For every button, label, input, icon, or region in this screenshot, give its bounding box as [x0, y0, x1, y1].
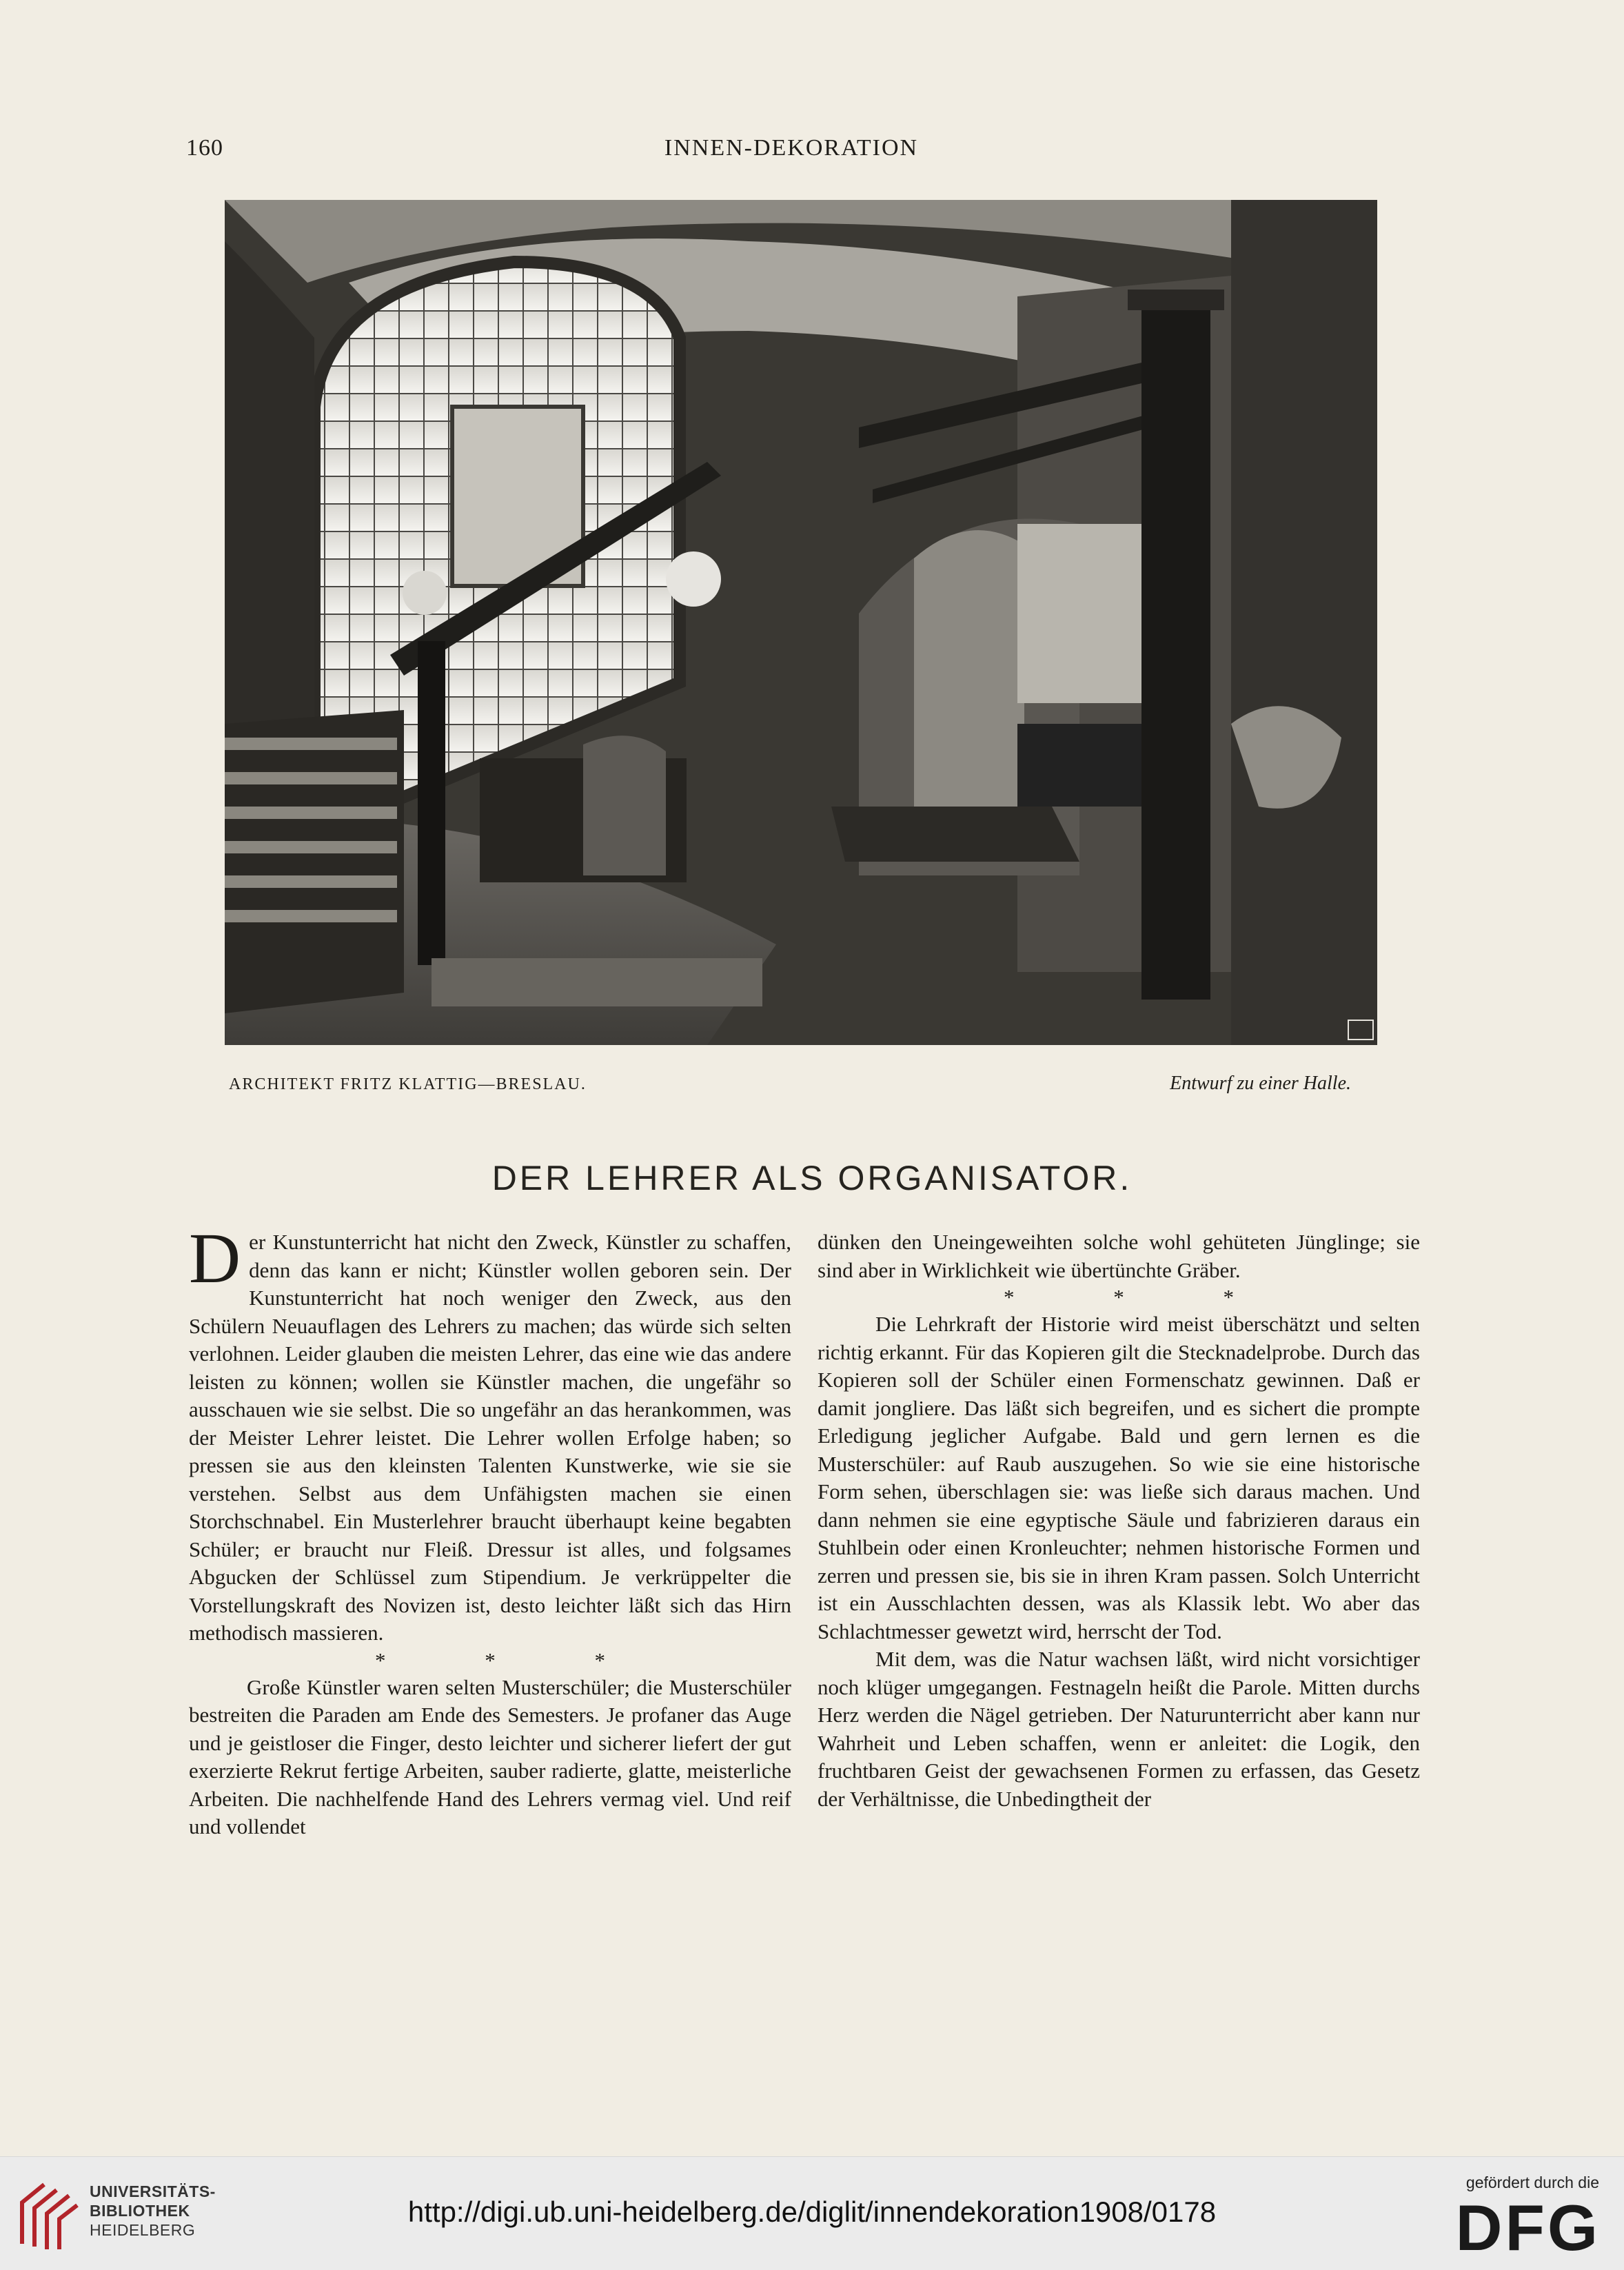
section-break: * * * — [375, 1648, 652, 1672]
paragraph: Große Künstler waren selten Musterschüler; die Musterschüler bestreiten die Paraden am Ende des Semesters. Je profaner das Auge und je geistloser die Finger, desto leichter und sicherer liefert der gut exerzierte Rekrut fertige Arbeiten, sauber radierte, glatte, meisterliche Arbeiten. Die nachhelfende Hand des Lehrers vermag viel. Und reif und vollendet — [189, 1674, 791, 1838]
page-number: 160 — [186, 135, 223, 161]
text-column-right — [818, 1228, 1420, 1813]
permalink-url[interactable]: http://digi.ub.uni-heidelberg.de/diglit/innendekoration1908/0178 — [407, 2196, 1217, 2228]
paragraph: dünken den Uneingeweihten solche wohl gehüteten Jünglinge; sie sind aber in Wirklichkeit wie übertünchte Gräber. — [818, 1230, 1420, 1282]
paragraph-text: er Kunstunterricht hat nicht den Zweck, Künstler zu schaffen, denn das kann er nicht; Künstler wollen geboren sein. Der Kunstunterricht hat noch weniger den Zweck, aus den Schülern Neuauflagen des Lehrers zu machen; das würde sich selten verlohnen. Leider glauben die meisten Lehrer, das eine wie das andere leisten zu können; wollen sie Künstler machen, die ungefähr so ausschauen wie sie selbst. Die so ungefähr an das herankommen, was der Meister Lehrer leistet. Die Lehrer wollen Erfolge haben; so pressen sie aus den kleinsten Talenten Kunstwerke, wie sie sie verstehen. Selbst aus dem Unfähigsten machen sie einen Storchschnabel. Ein Musterlehrer braucht überhaupt keine begabten Schüler; er braucht nur Fleiß. Dressur ist alles, und folgsames Abgucken der Schlüssel zum Stipendium. Je verkrüppelter die Vorstellungskraft des Novizen ist, desto leichter läßt sich das Hirn methodisch massieren. — [189, 1230, 791, 1645]
text-column-left — [189, 1219, 791, 1841]
illustration-hall-interior — [225, 200, 1377, 1045]
article-title: DER LEHRER ALS ORGANISATOR. — [491, 1159, 1133, 1197]
journal-title: INNEN-DEKORATION — [664, 135, 919, 161]
library-name-line: UNIVERSITÄTS- — [90, 2182, 216, 2200]
hall-drawing — [225, 200, 1377, 1045]
digitization-footer — [0, 2156, 1624, 2270]
library-name-line: HEIDELBERG — [90, 2221, 196, 2239]
funding-note: gefördert durch die — [1465, 2173, 1599, 2191]
drop-cap: D — [189, 1219, 241, 1298]
paragraph: Die Lehrkraft der Historie wird meist überschätzt und selten richtig erkannt. Für das Kopieren gilt die Stecknadelprobe. Durch das Kopieren soll der Schüler einen Formenschatz gewinnen. Daß er damit jongliere. Das läßt sich begreifen, und es sichert die prompte Erledigung jeglicher Aufgabe. Bald und gern lernen es die Musterschüler: auf Raub auszugehen. So wie sie eine historische Form sehen, überschlagen sie: was ließe sich daraus machen. Und dann nehmen sie eine egyptische Säule und fabrizieren daraus ein Stuhlbein oder einen Kronleuchter; nehmen historische Formen und zerren und pressen sie, bis sie in ihren Kram passen. Solch Unterricht ist ein Ausschlachten dessen, was als Klassik lebt. Wo aber das Schlachtmesser gewetzt wird, herrscht der Tod. — [818, 1312, 1420, 1643]
dfg-logo[interactable]: DFG — [1455, 2191, 1601, 2264]
paragraph — [189, 1219, 791, 1648]
section-break: * * * — [1004, 1285, 1281, 1309]
figure-caption-architect: ARCHITEKT FRITZ KLATTIG—BRESLAU. — [229, 1075, 587, 1093]
paragraph: Mit dem, was die Natur wachsen läßt, wird nicht vorsichtiger noch klüger umgegangen. Festnageln heißt die Parole. Mitten durchs Herz werden die Nägel getrieben. Der Naturunterricht aber kann nur Wahrheit und Leben schaffen, wenn er anleitet: die Logik, den fruchtbaren Geist der gewachsenen Formen zu erfassen, das Gesetz der Verhältnisse, die Unbedingtheit der — [818, 1647, 1420, 1811]
library-name-line: BIBLIOTHEK — [90, 2202, 190, 2220]
figure-caption-title: Entwurf zu einer Halle. — [1170, 1073, 1351, 1094]
running-head — [186, 135, 1397, 168]
